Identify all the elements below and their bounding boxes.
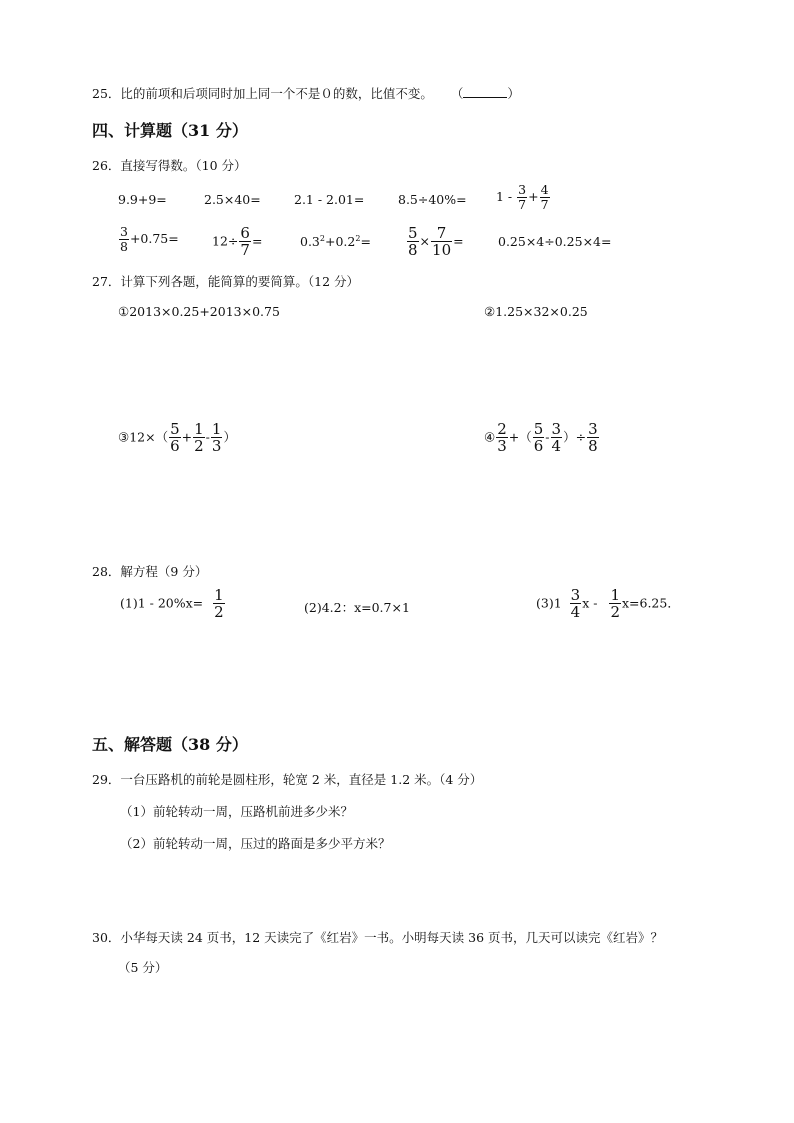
expr-r1-4: 8.5÷40%= [398,192,467,207]
expr-r2-1: $\frac{3}{8}$ +0.75= [120,224,179,254]
q28-eq-3: (3)1 $\frac{3}{4}$ x - $\frac{1}{2}$ x=6.25． [536,586,680,621]
expr-r2-5: 0.25×4÷0.25×4= [498,234,612,249]
expr-r2-3: $0.3^2+0.2^2=$ [300,234,371,250]
question-30-line-2: （5 分） [118,960,168,975]
expr-r1-1: 9.9+9= [118,192,167,207]
q28-eq-2: (2)4.2：x=0.7×1 [304,600,410,615]
q25-text: 25．比的前项和后项同时加上同一个不是０的数，比值不变。 [92,86,433,101]
q27-part-2: ②1.25×32×0.25 [484,304,588,319]
question-25: 25．比的前项和后项同时加上同一个不是０的数，比值不变。 （ ） [92,86,520,101]
question-27-title: 27．计算下列各题，能简算的要简算。（12 分） [92,274,360,289]
q27-part-4: ④ $\frac{2}{3}$ +（ $\frac{5}{6}$ - $\frac{3}{4}$ ）÷ $\frac{3}{8}$ [484,420,598,455]
expr-r1-5: 1 - $\frac{3}{7}$ + $\frac{4}{7}$ [496,182,549,212]
q27-part-1: ①2013×0.25+2013×0.75 [118,304,280,319]
expr-r1-3: 2.1 - 2.01= [294,192,365,207]
question-30-line-1: 30．小华每天读 24 页书，12 天读完了《红岩》一书。小明每天读 36 页书，几天可以读完《红岩》？ [92,930,663,945]
q29-sub-1: （1）前轮转动一周，压路机前进多少米？ [120,804,353,819]
section-5-heading: 五、解答题（38 分） [92,735,248,754]
q28-eq-1: (1)1 - 20%x= $\frac{1}{2}$ [120,586,224,621]
question-28-title: 28．解方程（9 分） [92,564,208,579]
expr-r2-2: 12÷ $\frac{6}{7}$ = [212,224,263,259]
question-26-title: 26．直接写得数。（10 分） [92,158,247,173]
answer-blank [463,87,507,98]
expr-r2-4: $\frac{5}{8}$ × $\frac{7}{10}$ = [408,224,464,259]
question-29-title: 29．一台压路机的前轮是圆柱形，轮宽 2 米，直径是 1.2 米。（4 分） [92,772,483,787]
expr-r1-2: 2.5×40= [204,192,261,207]
q29-sub-2: （2）前轮转动一周，压过的路面是多少平方米？ [120,836,391,851]
section-4-heading: 四、计算题（31 分） [92,121,248,140]
q27-part-3: ③12×（ $\frac{5}{6}$ + $\frac{1}{2}$ - $\frac{1}{3}$ ） [118,420,236,455]
